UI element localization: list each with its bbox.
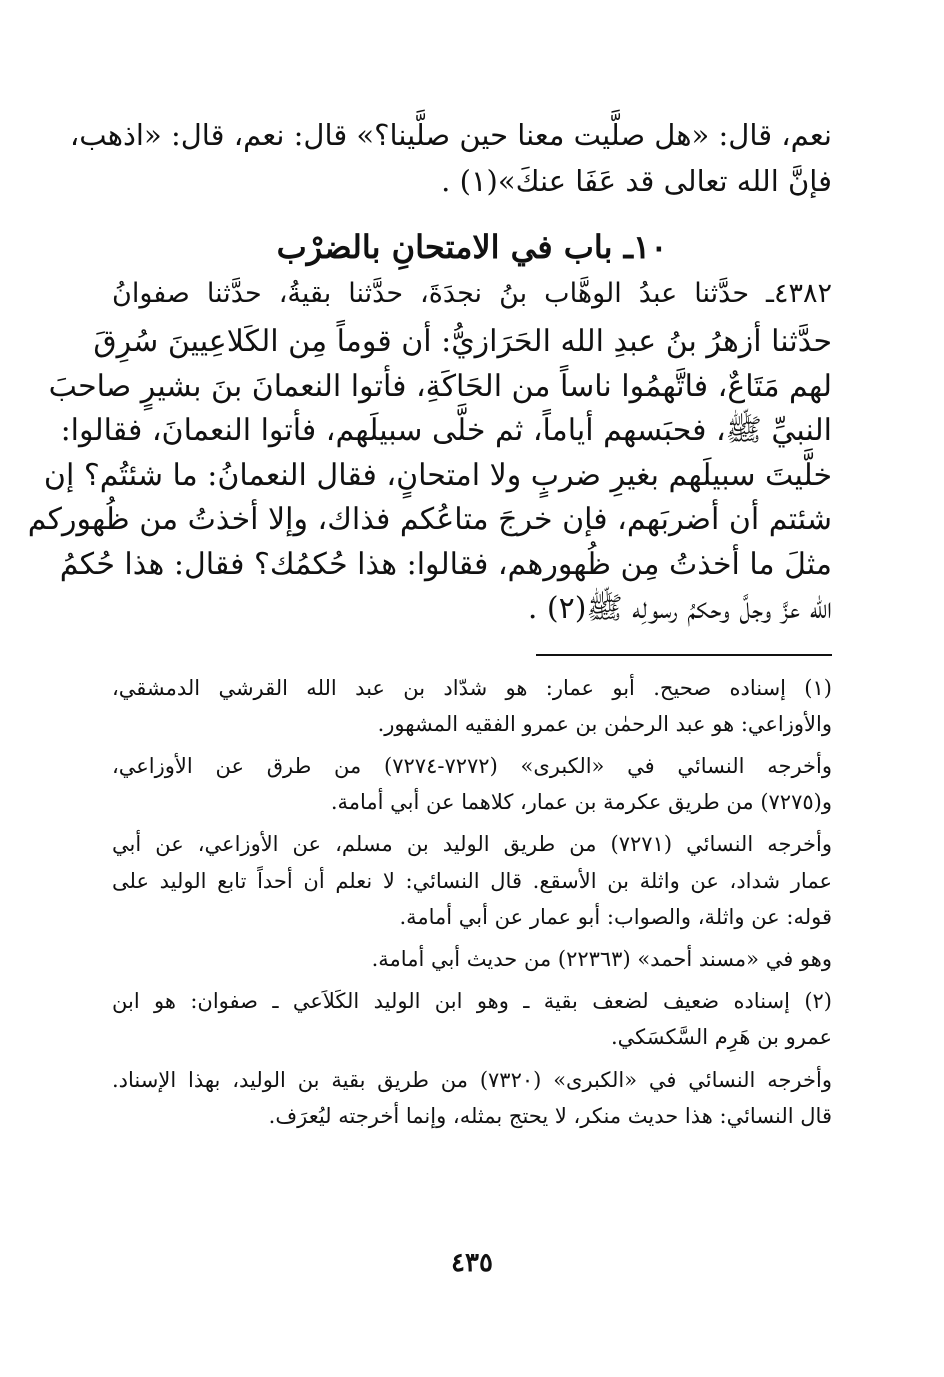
footnote-line: وأخرجه النسائي في «الكبرى» (٧٢٧٢-٧٢٧٤) من طرق عن الأوزاعي، <box>112 753 832 778</box>
intro-text <box>69 112 832 204</box>
footnote-line: وأخرجه النسائي في «الكبرى» (٧٣٢٠) من طريق بقية بن الوليد، بهذا الإسناد. <box>112 1067 832 1092</box>
footnote-line: (٢) إسناده ضعيف لضعف بقية ـ وهو ابن الوليد الكَلاَعي ـ صفوان: هو ابن <box>112 989 832 1014</box>
footnote-line: (١) إسناده صحيح. أبو عمار: هو شدّاد بن عبد الله القرشي الدمشقي، <box>112 675 832 700</box>
footnote-line: عمرو بن هَرِم السَّكسَكي. <box>611 1025 832 1050</box>
hadith-line: شئتم أن أضربَهم، فإن خرجَ متاعُكم فذاك، وإلا أخذتُ من ظُهوركم <box>27 502 832 537</box>
hadith-line: حدَّثنا أزهرُ بنُ عبدِ الله الحَرَازيُّ: أن قوماً مِن الكَلاعِيينَ سُرِقَ <box>93 324 832 359</box>
intro-line: فإنَّ الله تعالى قد عَفَا عنكَ»(١) . <box>441 164 832 198</box>
hadith-line: النبيِّ ﷺ، فحبَسهم أياماً، ثم خلَّى سبيلَهم، فأتوا النعمانَ، فقالوا: <box>60 413 832 448</box>
footnote-line: والأوزاعي: هو عبد الرحمٰن بن عمرو الفقيه المشهور. <box>377 711 832 736</box>
hadith-isnad-line: ٤٣٨٢ـ حدَّثنا عبدُ الوهَّاب بنُ نجدَةَ، حدَّثنا بقيةُ، حدَّثنا صفوانُ <box>112 278 832 309</box>
intro-line: نعم، قال: «هل صلَّيت معنا حين صلَّينا؟» قال: نعم، قال: «اذهب، <box>69 118 832 152</box>
footnote-line: وأخرجه النسائي (٧٢٧١) من طريق الوليد بن مسلم، عن الأوزاعي، عن أبي <box>112 832 832 857</box>
hadith-line: مثلَ ما أخذتُ مِن ظُهورهم، فقالوا: هذا حُكمُك؟ فقال: هذا حُكمُ <box>59 546 832 582</box>
footnote-line: عمار شداد، عن واثلة بن الأسقع. قال النسائي: لا نعلم أن أحداً تابع الوليد على <box>112 868 832 893</box>
hadith-line: لهم مَتَاعٌ، فاتَّهمُوا ناساً من الحَاكَةِ، فأتوا النعمانَ بنَ بشيرٍ صاحبَ <box>48 368 832 404</box>
hadith-line: خلَّيتَ سبيلَهم بغيرِ ضربٍ ولا امتحانٍ، فقال النعمانُ: ما شئتُم؟ إن <box>43 457 832 493</box>
footnote-line: و(٧٢٧٥) من طريق عكرمة بن عمار، كلاهما عن أبي أمامة. <box>330 790 832 815</box>
hadith-body <box>27 320 832 632</box>
footnote-separator <box>536 654 832 656</box>
footnotes <box>112 670 832 1134</box>
footnote-line: قال النسائي: هذا حديث منكر، لا يحتج بمثله، وإنما أخرجته ليُعرَف. <box>268 1103 832 1128</box>
footnote-line: قوله: عن واثلة، والصواب: أبو عمار عن أبي أمامة. <box>399 904 832 929</box>
page-number: ٤٣٥ <box>451 1248 493 1278</box>
footnote-line: وهو في «مسند أحمد» (٢٢٣٦٣) من حديث أبي أمامة. <box>371 946 832 971</box>
hadith-line: الله عزَّ وجلَّ وحكمُ رسولِه ﷺ(٢) . <box>527 591 832 626</box>
chapter-heading: ١٠ـ باب في الامتحانِ بالضرْب <box>276 228 668 266</box>
